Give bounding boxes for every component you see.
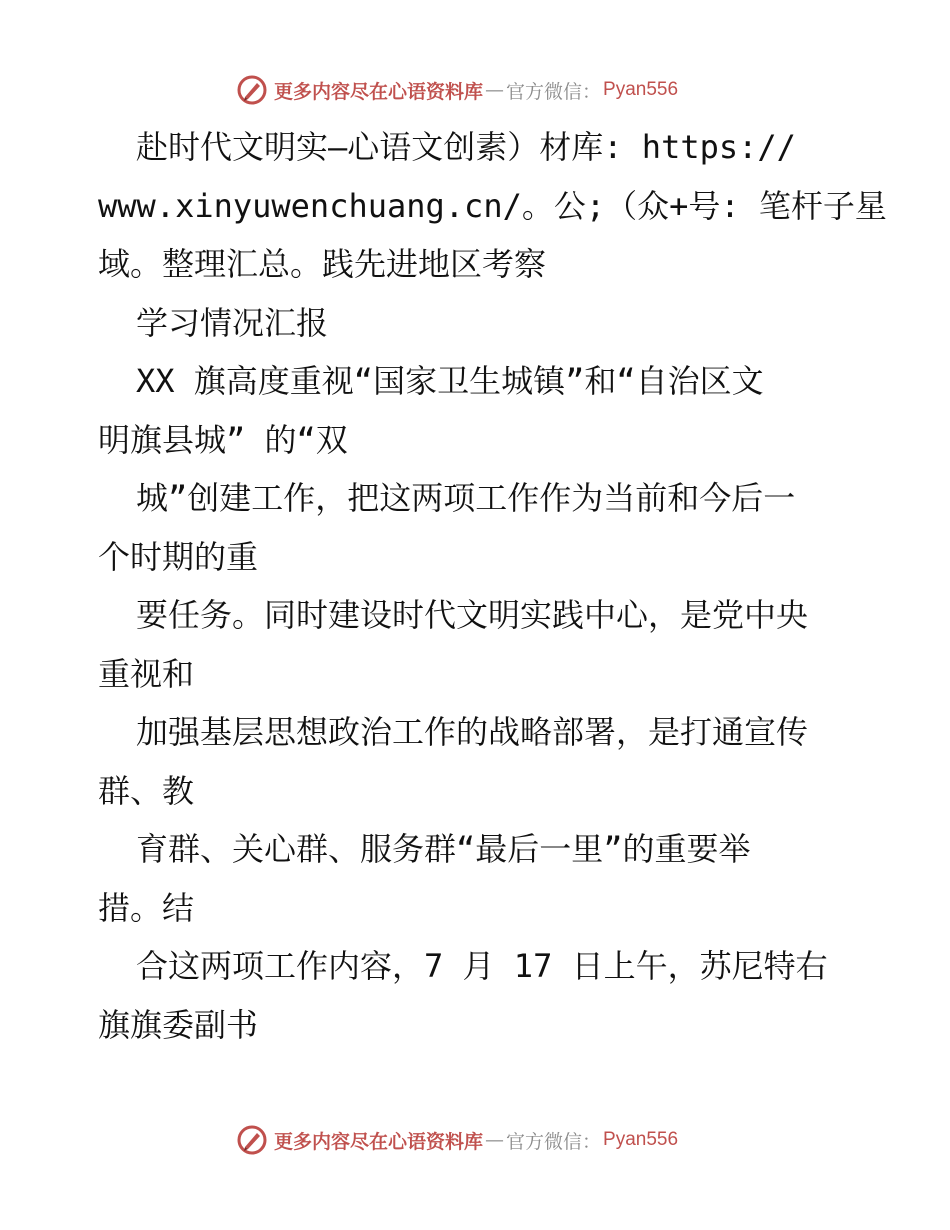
- body-line: 加强基层思想政治工作的战略部署，是打通宣传: [136, 713, 809, 751]
- body-line: www.xinyuwenchuang.cn/。公;（众+号: 笔杆子星: [98, 186, 887, 225]
- body-line: 要任务。同时建设时代文明实践中心，是党中央: [136, 596, 809, 634]
- body-line: 合这两项工作内容，7 月 17 日上午，苏尼特右: [136, 947, 828, 985]
- body-line: 城”创建工作，把这两项工作作为当前和今后一: [136, 479, 796, 517]
- banner-title: 更多内容尽在心语资料库: [274, 80, 484, 103]
- body-line: 明旗县城” 的“双: [98, 420, 348, 459]
- body-line: 育群、关心群、服务群“最后一里”的重要举: [136, 830, 751, 868]
- body-line: 学习情况汇报: [136, 303, 329, 342]
- banner-contact-label: 官方微信：: [506, 80, 602, 103]
- footer-banner: [236, 1122, 716, 1158]
- banner-separator: —: [485, 1129, 505, 1151]
- banner-title: 更多内容尽在心语资料库: [274, 1130, 484, 1153]
- pen-logo-icon: [236, 74, 268, 106]
- pen-logo-icon: [236, 1124, 268, 1156]
- body-line: 重视和: [98, 654, 195, 693]
- banner-separator: —: [485, 79, 505, 101]
- body-line: 旗旗委副书: [98, 1005, 259, 1044]
- body-line: 群、教: [98, 771, 195, 810]
- banner-contact-label: 官方微信：: [506, 1130, 602, 1153]
- banner-contact-id: Pyan556: [603, 1129, 679, 1150]
- body-line: 域。整理汇总。践先进地区考察: [98, 245, 547, 283]
- body-line: 赴时代文明实—心语文创素）材库: https://: [136, 128, 796, 166]
- body-line: 措。结: [98, 888, 195, 927]
- body-line: 个时期的重: [98, 537, 259, 576]
- body-line: XX 旗高度重视“国家卫生城镇”和“自治区文: [136, 362, 764, 400]
- banner-contact-id: Pyan556: [603, 79, 679, 100]
- header-banner: [236, 72, 716, 108]
- document-body: [98, 118, 887, 1054]
